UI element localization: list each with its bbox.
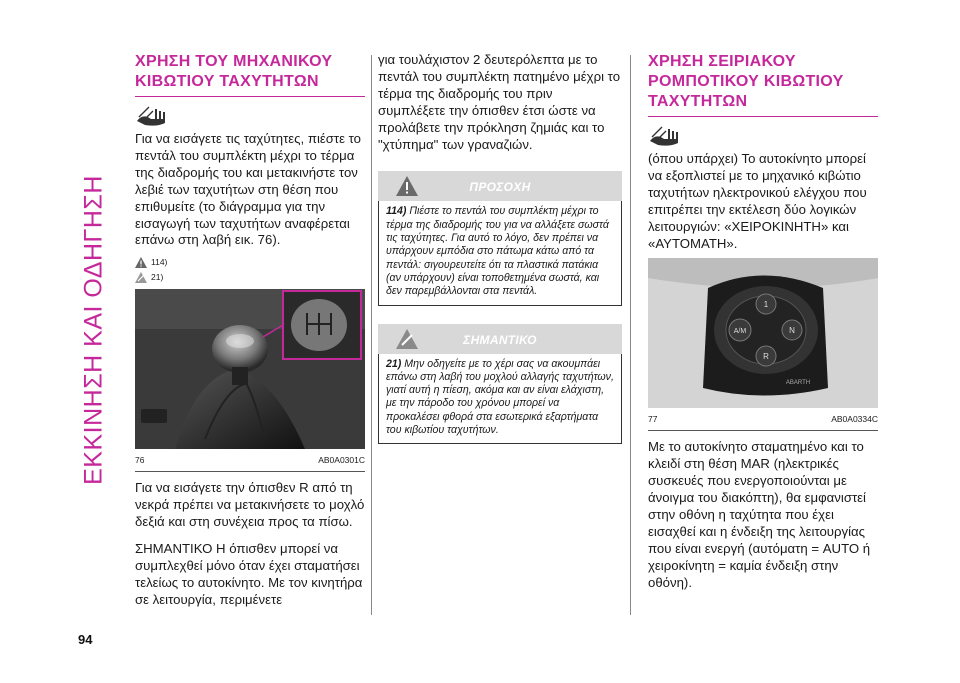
figure-code: AB0A0301C <box>318 455 365 466</box>
heading-line: ΧΡΗΣΗ ΤΟΥ ΜΗΧΑΝΙΚΟΥ <box>135 53 333 70</box>
figure-code: AB0A0334C <box>831 414 878 425</box>
side-chapter-title <box>74 40 114 620</box>
paragraph: Με το αυτοκίνητο σταματημένο και το κλειδί στη θέση MAR (ηλεκτρικές συσκευές που ενεργοποιούνται με άνοιγμα του διακόπτη), θα εμφανιστεί στην οθόνη η ταχύτητα που έχει εισαχθεί και η ένδειξη της λειτουργίας που είναι ενεργή (αυτόματη = AUTO ή χειροκίνητη = καμία ένδειξη στην οθόνη). <box>648 439 871 590</box>
brand-label: ABARTH <box>785 380 811 387</box>
warning-triangle-icon <box>135 257 147 268</box>
section-heading-manual-gearbox <box>135 52 365 92</box>
paragraph: Για να εισάγετε τις ταχύτητες, πιέστε το πεντάλ του συμπλέκτη μέχρι το τέρμα της διαδρομής του και μετακινήστε τον λεβιέ των ταχυτήτων στη θέση που επιθυμείτε (το διάγραμμα για την εισαγωγή των ταχυτήτων αναφέρεται επάνω στη λαβή εικ. 76). <box>135 131 362 248</box>
button-am-label: A/M <box>733 328 747 336</box>
button-n-label: N <box>789 326 795 336</box>
heading-line: ΡΟΜΠΟΤΙΚΟΥ ΚΙΒΩΤΙΟΥ <box>648 73 844 90</box>
heading-line: ΚΙΒΩΤΙΟΥ ΤΑΧΥΤΗΤΩΝ <box>135 73 319 90</box>
warning-ref-number: 114) <box>151 257 168 268</box>
figure-number: 77 <box>648 414 658 425</box>
paragraph: για τουλάχιστον 2 δευτερόλεπτα με το πεντάλ του συμπλέκτη πατημένο μέχρι το τέρμα της διαδρομής του πριν συμπλέξετε την όπισθεν έτσι ώστε να προλάβετε την πρόκληση ζημιάς και το "χτύπημα" των γραναζιών. <box>378 52 621 152</box>
note-triangle-icon <box>135 272 147 283</box>
gear-selector-illustration <box>648 258 878 408</box>
paragraph: Για να εισάγετε την όπισθεν R από τη νεκρά πρέπει να μετακινήσετε το μοχλό δεξιά και στη συνέχεια προς τα πίσω. <box>135 480 365 530</box>
heading-line: ΤΑΧΥΤΗΤΩΝ <box>648 93 748 110</box>
figure-caption <box>135 452 365 472</box>
button-1-label: 1 <box>763 300 769 310</box>
side-chapter-title-text: ΕΚΚΙΝΗΣΗ ΚΑΙ ΟΔΗΓΗΣΗ <box>79 175 108 485</box>
important-box-header <box>378 324 622 354</box>
column-divider <box>630 55 631 615</box>
hand-gear-icon <box>648 125 688 147</box>
button-r-label: R <box>763 352 769 362</box>
warning-title: ΠΡΟΣΟΧΗ <box>469 180 531 195</box>
heading-underline <box>135 96 365 97</box>
important-title: ΣΗΜΑΝΤΙΚΟ <box>463 332 537 347</box>
column-1 <box>135 52 365 615</box>
warning-text: Πιέστε το πεντάλ του συμπλέκτη μέχρι το τέρμα της διαδρομής του για να αλλάξετε σωστά τις ταχύτητες. Για αυτό το λόγο, δεν πρέπει να υπάρχουν εμπόδια στο πάτωμα κάτω από τα πεντάλ: σιγουρευτείτε ότι τα πλαστικά πατάκια (αν υπάρχουν) είναι τοποθετημένα σωστά, και δεν παρεμβάλλονται στα πεντάλ. <box>386 205 609 298</box>
paragraph: ΣΗΜΑΝΤΙΚΟ Η όπισθεν μπορεί να συμπλεχθεί μόνο όταν έχει σταματήσει τελείως το αυτοκίνητο. Με τον κινητήρα σε λειτουργία, περιμένετε <box>135 540 363 607</box>
page-number: 94 <box>78 632 93 647</box>
figure-caption <box>648 411 878 431</box>
figure-number: 76 <box>135 455 145 466</box>
column-2 <box>378 52 622 444</box>
warning-number: 114) <box>386 205 407 218</box>
important-number: 21) <box>386 357 402 370</box>
gear-lever-illustration <box>135 289 365 449</box>
warning-box-body <box>378 201 622 305</box>
heading-line: ΧΡΗΣΗ ΣΕΙΡΙΑΚΟΥ <box>648 53 796 70</box>
section-heading-robotized-gearbox <box>648 52 878 112</box>
paragraph: (όπου υπάρχει) Το αυτοκίνητο μπορεί να εξοπλιστεί με το μηχανικό κιβώτιο ταχυτήτων ηλεκτρονικού ελέγχου που επιτρέπει την εκτέλεση δύο λογικών λειτουργιών: «ΧΕΙΡΟΚΙΝΗΤΗ» και «ΑΥΤΟΜΑΤΗ». <box>648 151 867 251</box>
gear-lever-photo <box>135 289 365 449</box>
warning-reference <box>135 255 365 270</box>
important-text: Μην οδηγείτε με το χέρι σας να ακουμπάει επάνω στη λαβή του μοχλού αλλαγής ταχυτήτων, γιατί αυτή η πίεση, ακόμα και αν είναι ελάχιστη, με την πάροδο του χρόνου μπορεί να προκαλέσει φθορά στα εσωτερικά εξαρτήματα του κιβωτίου ταχυτήτων. <box>386 357 614 436</box>
heading-underline <box>648 116 878 117</box>
hand-gear-icon <box>135 105 175 127</box>
column-3 <box>648 52 878 598</box>
important-box-body <box>378 354 622 445</box>
warning-box-header <box>378 171 622 201</box>
column-divider <box>371 55 372 615</box>
note-ref-number: 21) <box>151 272 164 283</box>
gear-selector-photo <box>648 258 878 408</box>
note-reference <box>135 270 365 285</box>
